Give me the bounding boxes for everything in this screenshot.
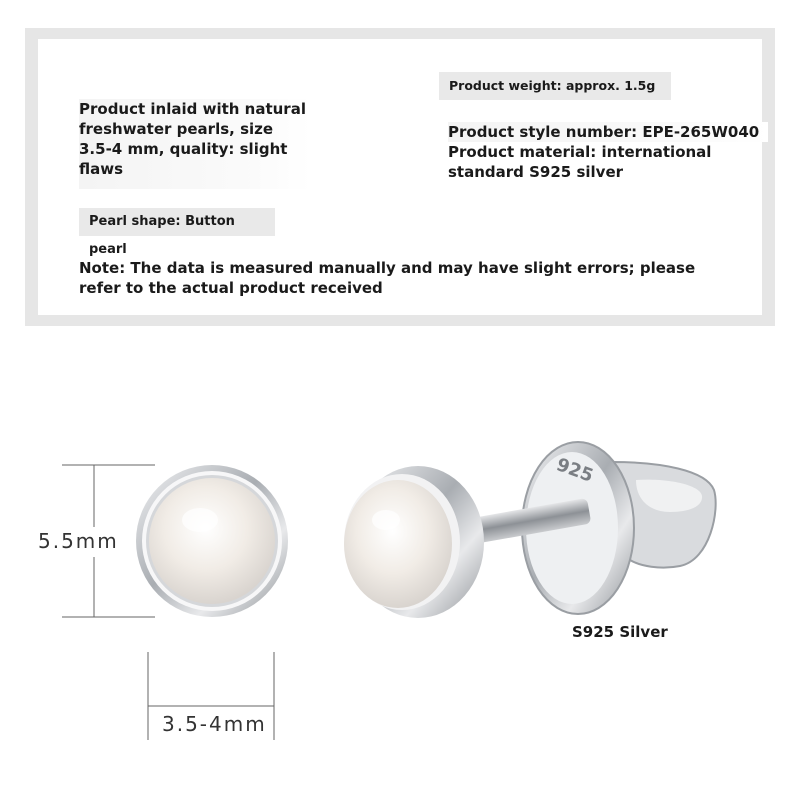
material-text: Product material: international standard S925 silver (448, 143, 712, 181)
side-earring (344, 442, 716, 618)
pearl-info-text: Product inlaid with natural freshwater pearls, size 3.5-4 mm, quality: slight flaws (79, 99, 311, 189)
width-label: 3.5-4mm (162, 712, 267, 736)
note-text: Note: The data is measured manually and may have slight errors; please refer to the actual product received (79, 259, 696, 297)
style-number-text: Product style number: EPE-265W040 (448, 122, 768, 142)
stamp-mark: 925 (553, 454, 597, 487)
pearl-shape-chip: Pearl shape: Button pearl (79, 208, 275, 236)
weight-chip: Product weight: approx. 1.5g (439, 72, 671, 100)
material-label: S925 Silver (572, 623, 668, 641)
height-label: 5.5mm (38, 529, 119, 553)
front-earring (136, 465, 288, 617)
